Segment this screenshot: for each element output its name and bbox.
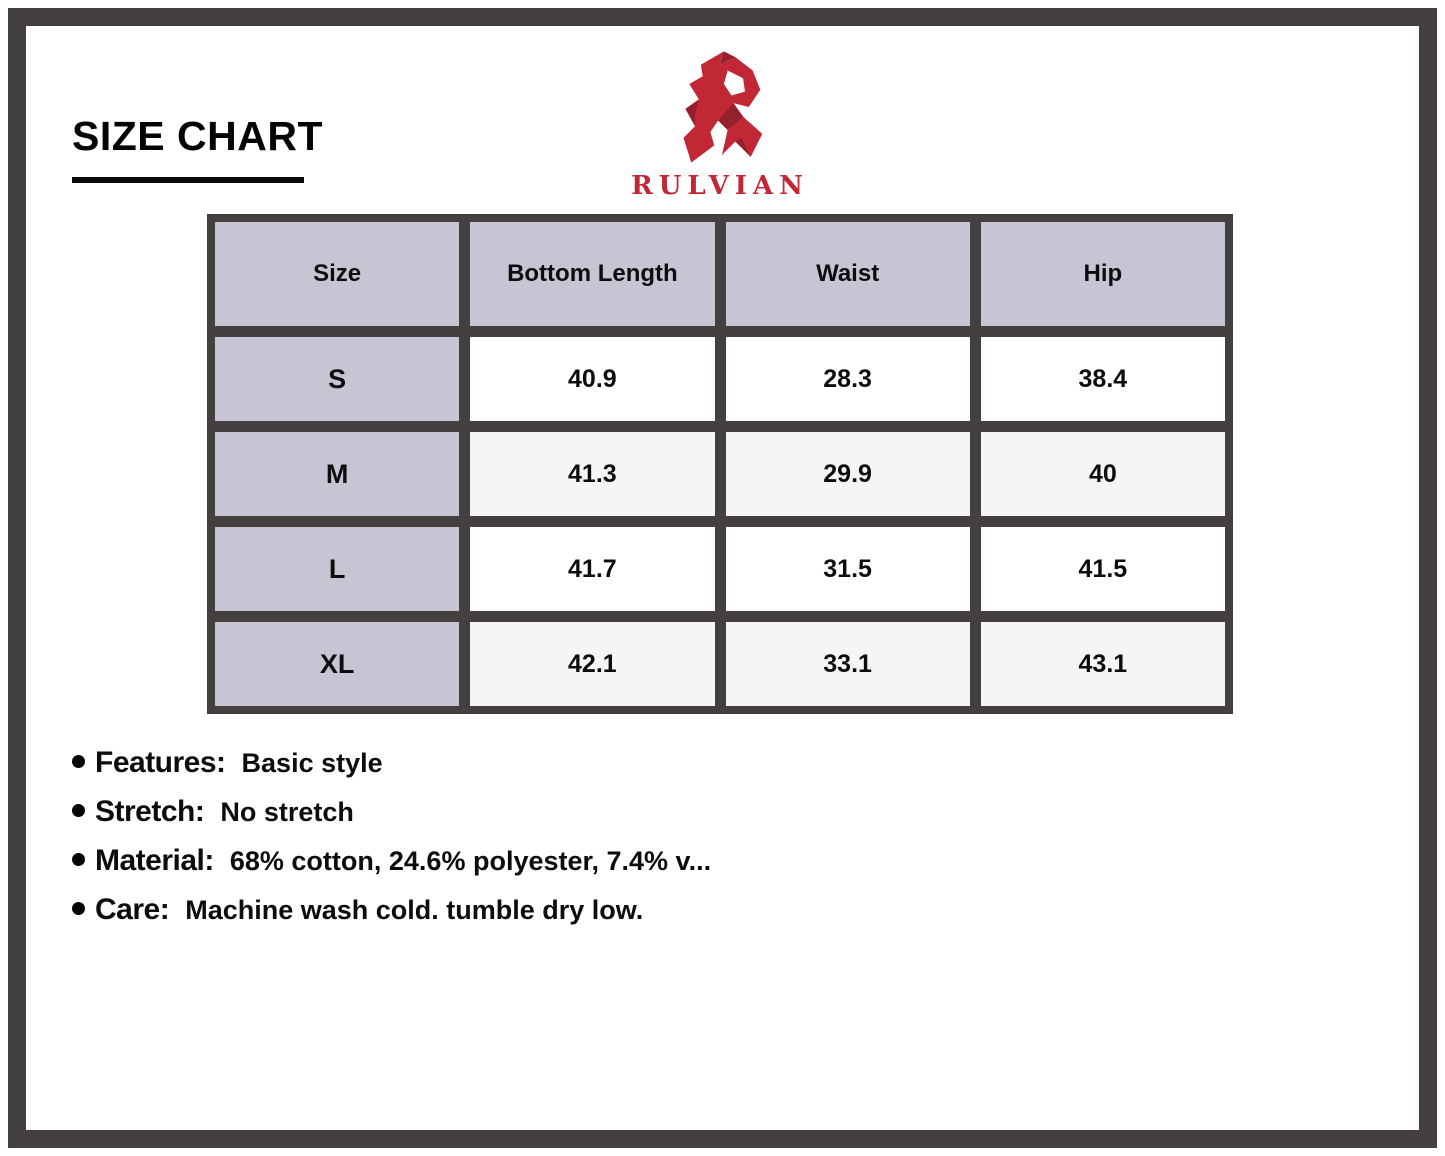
cell-xl-waist: 33.1 xyxy=(726,622,970,706)
title-block xyxy=(72,113,323,183)
page-title: SIZE CHART xyxy=(72,113,323,159)
size-label-l: L xyxy=(215,527,459,611)
bullet-icon xyxy=(72,853,85,866)
size-table xyxy=(207,214,1233,714)
cell-xl-bottom-length: 42.1 xyxy=(470,622,714,706)
detail-value: Machine wash cold. tumble dry low. xyxy=(185,894,644,925)
cell-s-bottom-length: 40.9 xyxy=(470,337,714,421)
bullet-icon xyxy=(72,902,85,915)
brand-wordmark: RULVIAN xyxy=(631,171,809,201)
list-item-features xyxy=(72,746,711,780)
cell-l-bottom-length: 41.7 xyxy=(470,527,714,611)
detail-label: Material: xyxy=(95,844,214,877)
title-underline xyxy=(72,177,304,183)
column-header-waist: Waist xyxy=(726,222,970,326)
cell-s-hip: 38.4 xyxy=(981,337,1225,421)
detail-value: No stretch xyxy=(220,796,354,827)
detail-label: Care: xyxy=(95,893,170,926)
detail-label: Features: xyxy=(95,746,226,779)
detail-label: Stretch: xyxy=(95,795,205,828)
cell-l-waist: 31.5 xyxy=(726,527,970,611)
list-item-stretch xyxy=(72,795,711,829)
cell-m-bottom-length: 41.3 xyxy=(470,432,714,516)
list-item-material xyxy=(72,844,711,878)
cell-xl-hip: 43.1 xyxy=(981,622,1225,706)
bullet-icon xyxy=(72,755,85,768)
column-header-hip: Hip xyxy=(981,222,1225,326)
size-label-s: S xyxy=(215,337,459,421)
brand-logo xyxy=(570,48,870,199)
column-header-bottom-length: Bottom Length xyxy=(470,222,714,326)
list-item-care xyxy=(72,893,711,927)
bullet-icon xyxy=(72,804,85,817)
product-details-list xyxy=(72,746,711,942)
cell-s-waist: 28.3 xyxy=(726,337,970,421)
cell-l-hip: 41.5 xyxy=(981,527,1225,611)
size-label-xl: XL xyxy=(215,622,459,706)
detail-value: 68% cotton, 24.6% polyester, 7.4% v... xyxy=(229,845,712,876)
size-label-m: M xyxy=(215,432,459,516)
rulvian-angular-r-logo-icon xyxy=(672,48,768,166)
column-header-size: Size xyxy=(215,222,459,326)
cell-m-hip: 40 xyxy=(981,432,1225,516)
detail-value: Basic style xyxy=(241,747,383,778)
cell-m-waist: 29.9 xyxy=(726,432,970,516)
